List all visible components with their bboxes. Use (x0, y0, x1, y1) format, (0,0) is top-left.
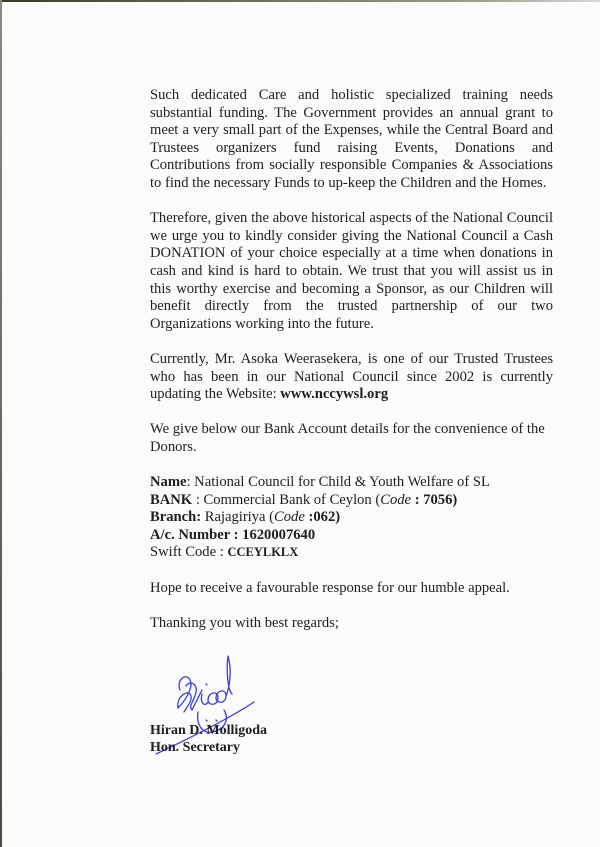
account-number-row (150, 527, 553, 545)
signer-title: Hon. Secretary (150, 740, 240, 755)
trustee-text: Currently, Mr. Asoka Weerasekera, is one of our Trusted Trustees who has been in our National Council since 2002 is currently updating the Website: (150, 350, 553, 403)
account-name-label: Name (150, 474, 187, 491)
closing-thanks: Thanking you with best regards; (150, 614, 339, 631)
scan-left-edge (0, 0, 2, 847)
branch-code-label: Code (274, 509, 305, 526)
branch-row (150, 509, 553, 527)
closing-hope: Hope to receive a favourable response for our humble appeal. (150, 579, 510, 596)
paragraph-donation-appeal: Therefore, given the above historical aspects of the National Council we urge you to kindly consider giving the National Council a Cash DONATION of your choice especially at a time when donations in cash and kind is hard to obtain. We trust that you will assist us in this worthy exercise and becoming a Sponsor, as our Children will benefit directly from the trusted partnership of our two Organizations working into the future. (150, 210, 553, 332)
paragraph-trustee (150, 351, 553, 404)
paragraph-bank-intro: We give below our Bank Account details for the convenience of the Donors. (150, 421, 545, 455)
bank-row (150, 492, 553, 510)
signer-name: Hiran D. Molligoda (150, 723, 268, 738)
branch-label: Branch: (150, 509, 202, 526)
swift-label: Swift Code : (150, 544, 228, 561)
account-name-value: : National Council for Child & Youth Welfare of SL (186, 474, 490, 491)
account-number-value: : 1620007640 (230, 526, 316, 543)
swift-value: CCEYLKLX (227, 545, 299, 560)
bank-value: : Commercial Bank of Ceylon ( (192, 491, 381, 508)
bank-details (150, 474, 553, 562)
branch-value: Rajagiriya ( (201, 509, 275, 526)
signature-block (150, 650, 553, 722)
bank-code-value: : 7056) (411, 491, 458, 508)
branch-code-value: :062) (304, 509, 341, 526)
website-link[interactable]: www.nccywsl.org (280, 386, 389, 403)
swift-row (150, 544, 553, 562)
scan-top-edge (0, 0, 600, 2)
bank-code-label: Code (380, 491, 412, 508)
paragraph-funding: Such dedicated Care and holistic specialized training needs substantial funding. The Government provides an annual grant to meet a very small part of the Expenses, while the Central Board and Trustees organizers fund raising Events, Donations and Contributions from socially responsible Companies & Associations to find the necessary Funds to up-keep the Children and the Homes. (150, 87, 553, 191)
account-name-row (150, 474, 553, 492)
letter-body (150, 87, 553, 756)
bank-label: BANK (150, 491, 193, 508)
account-number-label: A/c. Number (150, 526, 230, 543)
